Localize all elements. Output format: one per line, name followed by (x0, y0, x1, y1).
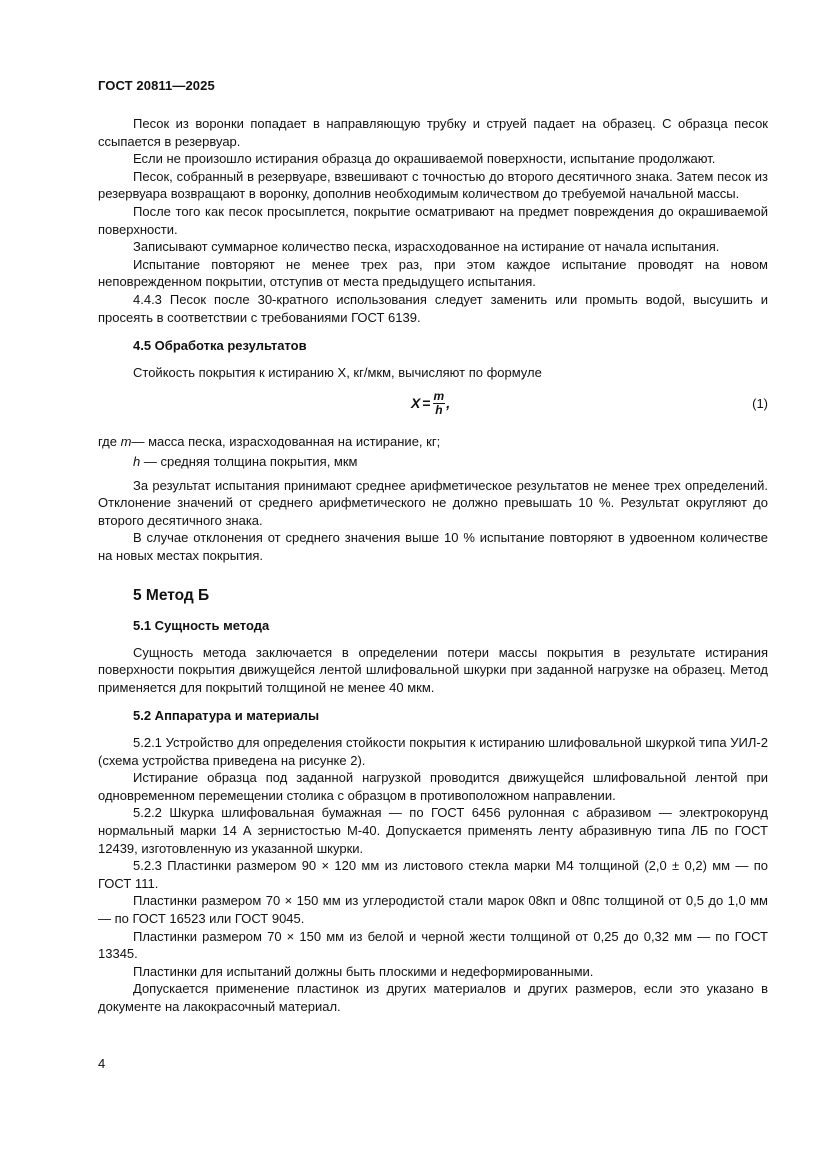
formula-trail: , (446, 395, 451, 412)
paragraph: Если не произошло истирания образца до окрашиваемой поверхности, испытание продолжают. (133, 151, 716, 167)
document-header: ГОСТ 20811—2025 (98, 78, 215, 93)
formula-lhs: X (411, 395, 421, 412)
formula-number: (1) (752, 396, 768, 412)
section-heading-4-5: 4.5 Обработка результатов (133, 338, 307, 354)
paragraph-4-4-3: 4.4.3 Песок после 30-кратного использования следует заменить или промыть водой, высушить и просеять в соответствии с требованиями ГОСТ 6139. (98, 291, 768, 325)
where-symbol-m: m (120, 434, 132, 450)
formula-numerator: m (433, 389, 445, 404)
paragraph: Песок, собранный в резервуаре, взвешивают с точностью до второго десятичного знака. Затем песок из резервуара возвращают в воронку, дополнив необходимым количеством до требуемой начальной массы. (98, 168, 768, 202)
paragraph-5-2-3: 5.2.3 Пластинки размером 90 × 120 мм из листового стекла марки М4 толщиной (2,0 ± 0,2) мм — по ГОСТ 111. (98, 858, 768, 891)
section-heading-5: 5 Метод Б (133, 587, 210, 605)
formula-denominator: h (435, 403, 443, 418)
paragraph: Истирание образца под заданной нагрузкой проводится движущейся шлифовальной лентой при одновременном перемещении столика с образцом в противоположном направлении. (98, 770, 768, 803)
paragraph: Песок из воронки попадает в направляющую трубку и струей падает на образец. С образца песок ссыпается в резервуар. (98, 116, 768, 149)
paragraph: Пластинки размером 70 × 150 мм из углеродистой стали марок 08кп и 08пс толщиной от 0,5 до 1,0 мм — по ГОСТ 16523 или ГОСТ 9045. (98, 893, 768, 926)
paragraph-5-2-2: 5.2.2 Шкурка шлифовальная бумажная — по ГОСТ 6456 рулонная с абразивом — электрокорунд нормальный марки 14 А зернистостью М-40. Допускается применять ленту абразивную типа ЛБ по ГОСТ 12439, изготовленную из указанной шкурки. (98, 805, 768, 856)
paragraph: После того как песок просыплется, покрытие осматривают на предмет повреждения до окрашиваемой поверхности. (98, 203, 768, 237)
paragraph: В случае отклонения от среднего значения выше 10 % испытание повторяют в удвоенном количестве на новых местах покрытия. (98, 530, 768, 563)
section-heading-5-2: 5.2 Аппаратура и материалы (133, 708, 320, 724)
where-lead: где (98, 434, 117, 450)
section-heading-5-1: 5.1 Сущность метода (133, 618, 270, 634)
formula-intro: Стойкость покрытия к истиранию X, кг/мкм, вычисляют по формуле (133, 364, 542, 380)
formula-fraction (433, 390, 446, 417)
formula (411, 390, 450, 417)
paragraph: Записывают суммарное количество песка, израсходованное на истирание от начала испытания. (133, 239, 720, 255)
formula-block (98, 386, 768, 430)
paragraph-5-2-1: 5.2.1 Устройство для определения стойкости покрытия к истиранию шлифовальной шкуркой типа УИЛ-2 (схема устройства приведена на рисунке 2). (98, 735, 768, 768)
where-line-m (98, 433, 768, 451)
page-number: 4 (98, 1056, 106, 1071)
where-symbol-h: h (133, 453, 141, 469)
paragraph: Пластинки размером 70 × 150 мм из белой и черной жести толщиной от 0,25 до 0,32 мм — по ГОСТ 13345. (98, 928, 768, 962)
paragraph: Испытание повторяют не менее трех раз, при этом каждое испытание проводят на новом неповрежденном покрытии, отступив от места предыдущего испытания. (98, 256, 768, 290)
paragraph: Допускается применение пластинок из других материалов и других размеров, если это указано в документе на лакокрасочный материал. (98, 981, 768, 1014)
where-text-h: — средняя толщина покрытия, мкм (140, 453, 358, 469)
where-text-m: — масса песка, израсходованная на истирание, кг; (131, 434, 441, 450)
page-body (98, 115, 768, 1016)
paragraph: Пластинки для испытаний должны быть плоскими и недеформированными. (133, 963, 594, 979)
where-line-h (133, 453, 768, 471)
formula-equals: = (422, 395, 431, 412)
paragraph: Сущность метода заключается в определении потери массы покрытия в результате истирания поверхности покрытия движущейся лентой шлифовальной шкурки при заданной нагрузке на образец. Метод применяется для покрытий толщиной не менее 40 мкм. (98, 644, 768, 695)
paragraph: За результат испытания принимают среднее арифметическое результатов не менее трех определений. Отклонение значений от среднего арифметического не должно превышать 10 %. Результат округляют до второго десятичного знака. (98, 477, 768, 528)
